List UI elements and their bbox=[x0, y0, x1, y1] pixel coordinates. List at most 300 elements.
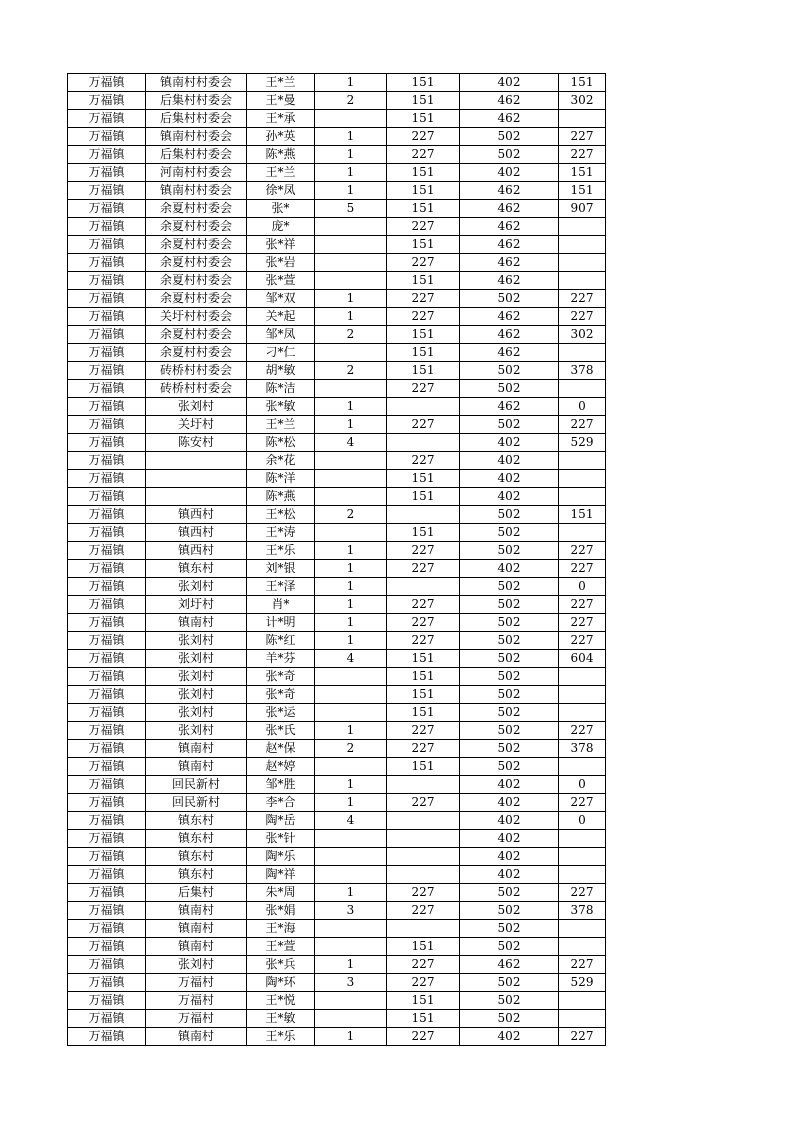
town-cell: 万福镇 bbox=[68, 128, 146, 146]
amount-a-cell bbox=[387, 506, 460, 524]
amount-a-cell: 227 bbox=[387, 452, 460, 470]
table-row bbox=[68, 614, 606, 632]
amount-b-cell: 502 bbox=[460, 686, 559, 704]
table-row bbox=[68, 380, 606, 398]
amount-a-cell: 151 bbox=[387, 758, 460, 776]
table-row bbox=[68, 488, 606, 506]
village-cell: 张刘村 bbox=[146, 668, 247, 686]
amount-a-cell: 227 bbox=[387, 254, 460, 272]
count-cell: 5 bbox=[315, 200, 387, 218]
name-cell: 陶*乐 bbox=[247, 848, 315, 866]
table-row bbox=[68, 812, 606, 830]
amount-a-cell: 227 bbox=[387, 560, 460, 578]
town-cell: 万福镇 bbox=[68, 146, 146, 164]
town-cell: 万福镇 bbox=[68, 758, 146, 776]
total-cell: 302 bbox=[559, 326, 606, 344]
name-cell: 赵*婷 bbox=[247, 758, 315, 776]
total-cell bbox=[559, 758, 606, 776]
table-row bbox=[68, 200, 606, 218]
town-cell: 万福镇 bbox=[68, 722, 146, 740]
name-cell: 邹*双 bbox=[247, 290, 315, 308]
total-cell: 227 bbox=[559, 128, 606, 146]
total-cell: 378 bbox=[559, 902, 606, 920]
village-cell: 张刘村 bbox=[146, 686, 247, 704]
count-cell bbox=[315, 110, 387, 128]
town-cell: 万福镇 bbox=[68, 668, 146, 686]
amount-b-cell: 462 bbox=[460, 200, 559, 218]
count-cell: 2 bbox=[315, 92, 387, 110]
table-row bbox=[68, 668, 606, 686]
name-cell: 刘*银 bbox=[247, 560, 315, 578]
amount-b-cell: 402 bbox=[460, 776, 559, 794]
amount-a-cell: 227 bbox=[387, 128, 460, 146]
amount-a-cell: 227 bbox=[387, 614, 460, 632]
name-cell: 张* bbox=[247, 200, 315, 218]
table-row bbox=[68, 722, 606, 740]
total-cell bbox=[559, 254, 606, 272]
count-cell bbox=[315, 344, 387, 362]
amount-b-cell: 502 bbox=[460, 704, 559, 722]
count-cell bbox=[315, 992, 387, 1010]
count-cell bbox=[315, 758, 387, 776]
table-row bbox=[68, 290, 606, 308]
amount-a-cell: 151 bbox=[387, 488, 460, 506]
name-cell: 王*泽 bbox=[247, 578, 315, 596]
table-row bbox=[68, 1010, 606, 1028]
town-cell: 万福镇 bbox=[68, 92, 146, 110]
village-cell: 镇东村 bbox=[146, 866, 247, 884]
total-cell: 907 bbox=[559, 200, 606, 218]
table-row bbox=[68, 452, 606, 470]
name-cell: 王*兰 bbox=[247, 164, 315, 182]
village-cell: 砖桥村村委会 bbox=[146, 380, 247, 398]
town-cell: 万福镇 bbox=[68, 74, 146, 92]
name-cell: 王*松 bbox=[247, 506, 315, 524]
total-cell bbox=[559, 704, 606, 722]
count-cell: 1 bbox=[315, 794, 387, 812]
amount-a-cell bbox=[387, 578, 460, 596]
amount-a-cell: 151 bbox=[387, 200, 460, 218]
table-row bbox=[68, 164, 606, 182]
amount-a-cell: 227 bbox=[387, 956, 460, 974]
table-row bbox=[68, 884, 606, 902]
town-cell: 万福镇 bbox=[68, 830, 146, 848]
amount-b-cell: 502 bbox=[460, 668, 559, 686]
table-row bbox=[68, 650, 606, 668]
count-cell bbox=[315, 866, 387, 884]
name-cell: 朱*周 bbox=[247, 884, 315, 902]
table-row bbox=[68, 236, 606, 254]
town-cell: 万福镇 bbox=[68, 704, 146, 722]
town-cell: 万福镇 bbox=[68, 956, 146, 974]
amount-a-cell: 227 bbox=[387, 218, 460, 236]
amount-a-cell: 151 bbox=[387, 326, 460, 344]
village-cell: 镇南村 bbox=[146, 1028, 247, 1046]
amount-b-cell: 462 bbox=[460, 326, 559, 344]
amount-b-cell: 502 bbox=[460, 506, 559, 524]
village-cell: 镇南村 bbox=[146, 902, 247, 920]
town-cell: 万福镇 bbox=[68, 398, 146, 416]
total-cell: 227 bbox=[559, 146, 606, 164]
village-cell: 张刘村 bbox=[146, 632, 247, 650]
total-cell bbox=[559, 344, 606, 362]
town-cell: 万福镇 bbox=[68, 794, 146, 812]
amount-a-cell bbox=[387, 398, 460, 416]
count-cell: 1 bbox=[315, 722, 387, 740]
name-cell: 王*乐 bbox=[247, 1028, 315, 1046]
count-cell: 1 bbox=[315, 614, 387, 632]
total-cell: 227 bbox=[559, 614, 606, 632]
amount-b-cell: 502 bbox=[460, 524, 559, 542]
town-cell: 万福镇 bbox=[68, 560, 146, 578]
town-cell: 万福镇 bbox=[68, 902, 146, 920]
town-cell: 万福镇 bbox=[68, 308, 146, 326]
table-row bbox=[68, 506, 606, 524]
table-row bbox=[68, 218, 606, 236]
amount-a-cell: 151 bbox=[387, 992, 460, 1010]
village-cell: 回民新村 bbox=[146, 794, 247, 812]
amount-a-cell: 151 bbox=[387, 524, 460, 542]
village-cell: 镇东村 bbox=[146, 560, 247, 578]
table-body bbox=[68, 74, 606, 1046]
count-cell bbox=[315, 524, 387, 542]
table-row bbox=[68, 938, 606, 956]
name-cell: 邹*凤 bbox=[247, 326, 315, 344]
village-cell: 镇南村 bbox=[146, 740, 247, 758]
data-table bbox=[67, 73, 606, 1046]
table-row bbox=[68, 902, 606, 920]
total-cell: 151 bbox=[559, 506, 606, 524]
table-row bbox=[68, 866, 606, 884]
total-cell: 151 bbox=[559, 74, 606, 92]
amount-b-cell: 462 bbox=[460, 398, 559, 416]
town-cell: 万福镇 bbox=[68, 938, 146, 956]
total-cell bbox=[559, 110, 606, 128]
village-cell: 陈安村 bbox=[146, 434, 247, 452]
count-cell: 1 bbox=[315, 596, 387, 614]
table-row bbox=[68, 560, 606, 578]
amount-b-cell: 502 bbox=[460, 290, 559, 308]
amount-b-cell: 502 bbox=[460, 542, 559, 560]
town-cell: 万福镇 bbox=[68, 236, 146, 254]
total-cell bbox=[559, 830, 606, 848]
total-cell: 0 bbox=[559, 578, 606, 596]
amount-b-cell: 502 bbox=[460, 596, 559, 614]
amount-b-cell: 402 bbox=[460, 488, 559, 506]
name-cell: 张*祥 bbox=[247, 236, 315, 254]
count-cell bbox=[315, 938, 387, 956]
village-cell: 镇南村村委会 bbox=[146, 182, 247, 200]
amount-a-cell: 227 bbox=[387, 794, 460, 812]
total-cell bbox=[559, 1010, 606, 1028]
village-cell: 张刘村 bbox=[146, 956, 247, 974]
count-cell: 1 bbox=[315, 1028, 387, 1046]
table-row bbox=[68, 578, 606, 596]
amount-a-cell: 151 bbox=[387, 236, 460, 254]
town-cell: 万福镇 bbox=[68, 488, 146, 506]
amount-b-cell: 402 bbox=[460, 434, 559, 452]
count-cell: 1 bbox=[315, 416, 387, 434]
table-row bbox=[68, 776, 606, 794]
total-cell: 529 bbox=[559, 974, 606, 992]
town-cell: 万福镇 bbox=[68, 272, 146, 290]
total-cell bbox=[559, 218, 606, 236]
name-cell: 陈*红 bbox=[247, 632, 315, 650]
amount-a-cell: 151 bbox=[387, 74, 460, 92]
name-cell: 张*运 bbox=[247, 704, 315, 722]
total-cell bbox=[559, 272, 606, 290]
village-cell: 镇西村 bbox=[146, 524, 247, 542]
count-cell: 2 bbox=[315, 506, 387, 524]
amount-a-cell: 151 bbox=[387, 110, 460, 128]
village-cell: 张刘村 bbox=[146, 578, 247, 596]
town-cell: 万福镇 bbox=[68, 686, 146, 704]
table-row bbox=[68, 362, 606, 380]
amount-a-cell: 151 bbox=[387, 938, 460, 956]
name-cell: 王*兰 bbox=[247, 416, 315, 434]
name-cell: 王*乐 bbox=[247, 542, 315, 560]
count-cell bbox=[315, 686, 387, 704]
amount-b-cell: 462 bbox=[460, 236, 559, 254]
total-cell: 151 bbox=[559, 182, 606, 200]
total-cell: 227 bbox=[559, 416, 606, 434]
count-cell: 1 bbox=[315, 74, 387, 92]
amount-a-cell: 151 bbox=[387, 164, 460, 182]
table-row bbox=[68, 92, 606, 110]
town-cell: 万福镇 bbox=[68, 992, 146, 1010]
total-cell: 227 bbox=[559, 290, 606, 308]
village-cell: 回民新村 bbox=[146, 776, 247, 794]
town-cell: 万福镇 bbox=[68, 542, 146, 560]
table-row bbox=[68, 740, 606, 758]
name-cell: 计*明 bbox=[247, 614, 315, 632]
name-cell: 张*岩 bbox=[247, 254, 315, 272]
village-cell: 河南村村委会 bbox=[146, 164, 247, 182]
amount-a-cell bbox=[387, 848, 460, 866]
amount-a-cell: 151 bbox=[387, 668, 460, 686]
total-cell: 0 bbox=[559, 398, 606, 416]
amount-b-cell: 402 bbox=[460, 794, 559, 812]
town-cell: 万福镇 bbox=[68, 812, 146, 830]
table-row bbox=[68, 128, 606, 146]
village-cell: 镇南村村委会 bbox=[146, 128, 247, 146]
town-cell: 万福镇 bbox=[68, 596, 146, 614]
village-cell: 刘圩村 bbox=[146, 596, 247, 614]
total-cell bbox=[559, 380, 606, 398]
total-cell bbox=[559, 488, 606, 506]
amount-b-cell: 502 bbox=[460, 578, 559, 596]
town-cell: 万福镇 bbox=[68, 974, 146, 992]
table-row bbox=[68, 848, 606, 866]
table-row bbox=[68, 398, 606, 416]
total-cell bbox=[559, 668, 606, 686]
count-cell: 2 bbox=[315, 740, 387, 758]
table-row bbox=[68, 110, 606, 128]
table-row bbox=[68, 344, 606, 362]
amount-a-cell: 227 bbox=[387, 722, 460, 740]
name-cell: 张*奇 bbox=[247, 668, 315, 686]
total-cell bbox=[559, 470, 606, 488]
table-row bbox=[68, 524, 606, 542]
amount-b-cell: 502 bbox=[460, 920, 559, 938]
total-cell: 227 bbox=[559, 794, 606, 812]
amount-b-cell: 502 bbox=[460, 416, 559, 434]
table-row bbox=[68, 308, 606, 326]
name-cell: 王*海 bbox=[247, 920, 315, 938]
total-cell: 227 bbox=[559, 632, 606, 650]
amount-b-cell: 402 bbox=[460, 812, 559, 830]
amount-b-cell: 502 bbox=[460, 992, 559, 1010]
town-cell: 万福镇 bbox=[68, 848, 146, 866]
amount-a-cell: 227 bbox=[387, 290, 460, 308]
count-cell: 1 bbox=[315, 182, 387, 200]
total-cell: 0 bbox=[559, 812, 606, 830]
table-row bbox=[68, 974, 606, 992]
village-cell: 张刘村 bbox=[146, 704, 247, 722]
village-cell: 镇东村 bbox=[146, 830, 247, 848]
table-row bbox=[68, 830, 606, 848]
name-cell: 张*针 bbox=[247, 830, 315, 848]
amount-b-cell: 502 bbox=[460, 938, 559, 956]
name-cell: 张*奇 bbox=[247, 686, 315, 704]
count-cell: 1 bbox=[315, 398, 387, 416]
amount-a-cell: 151 bbox=[387, 362, 460, 380]
table-row bbox=[68, 596, 606, 614]
town-cell: 万福镇 bbox=[68, 254, 146, 272]
town-cell: 万福镇 bbox=[68, 920, 146, 938]
total-cell: 227 bbox=[559, 542, 606, 560]
total-cell bbox=[559, 866, 606, 884]
town-cell: 万福镇 bbox=[68, 380, 146, 398]
amount-a-cell: 227 bbox=[387, 542, 460, 560]
amount-b-cell: 502 bbox=[460, 128, 559, 146]
name-cell: 陈*洁 bbox=[247, 380, 315, 398]
amount-b-cell: 402 bbox=[460, 560, 559, 578]
name-cell: 关*起 bbox=[247, 308, 315, 326]
amount-b-cell: 462 bbox=[460, 308, 559, 326]
amount-a-cell: 151 bbox=[387, 182, 460, 200]
village-cell: 万福村 bbox=[146, 974, 247, 992]
village-cell: 后集村村委会 bbox=[146, 146, 247, 164]
town-cell: 万福镇 bbox=[68, 182, 146, 200]
count-cell: 1 bbox=[315, 164, 387, 182]
town-cell: 万福镇 bbox=[68, 866, 146, 884]
count-cell: 1 bbox=[315, 956, 387, 974]
count-cell: 2 bbox=[315, 362, 387, 380]
total-cell: 378 bbox=[559, 362, 606, 380]
town-cell: 万福镇 bbox=[68, 1028, 146, 1046]
name-cell: 余*花 bbox=[247, 452, 315, 470]
town-cell: 万福镇 bbox=[68, 362, 146, 380]
amount-b-cell: 502 bbox=[460, 1010, 559, 1028]
name-cell: 张*兵 bbox=[247, 956, 315, 974]
amount-a-cell: 227 bbox=[387, 1028, 460, 1046]
name-cell: 陶*岳 bbox=[247, 812, 315, 830]
amount-a-cell bbox=[387, 776, 460, 794]
name-cell: 张*萱 bbox=[247, 272, 315, 290]
total-cell: 302 bbox=[559, 92, 606, 110]
village-cell: 镇南村 bbox=[146, 614, 247, 632]
town-cell: 万福镇 bbox=[68, 110, 146, 128]
village-cell: 余夏村村委会 bbox=[146, 272, 247, 290]
town-cell: 万福镇 bbox=[68, 416, 146, 434]
total-cell: 227 bbox=[559, 956, 606, 974]
name-cell: 陈*松 bbox=[247, 434, 315, 452]
amount-b-cell: 462 bbox=[460, 110, 559, 128]
amount-a-cell bbox=[387, 812, 460, 830]
total-cell: 529 bbox=[559, 434, 606, 452]
amount-a-cell: 227 bbox=[387, 632, 460, 650]
count-cell bbox=[315, 452, 387, 470]
name-cell: 张*氏 bbox=[247, 722, 315, 740]
count-cell: 1 bbox=[315, 560, 387, 578]
amount-b-cell: 502 bbox=[460, 614, 559, 632]
table-row bbox=[68, 434, 606, 452]
count-cell bbox=[315, 668, 387, 686]
count-cell: 1 bbox=[315, 542, 387, 560]
table-row bbox=[68, 920, 606, 938]
name-cell: 陈*洋 bbox=[247, 470, 315, 488]
name-cell: 陈*燕 bbox=[247, 146, 315, 164]
table-row bbox=[68, 704, 606, 722]
amount-b-cell: 402 bbox=[460, 164, 559, 182]
amount-b-cell: 502 bbox=[460, 362, 559, 380]
total-cell: 227 bbox=[559, 560, 606, 578]
amount-b-cell: 402 bbox=[460, 452, 559, 470]
amount-a-cell: 227 bbox=[387, 974, 460, 992]
amount-b-cell: 462 bbox=[460, 254, 559, 272]
name-cell: 王*曼 bbox=[247, 92, 315, 110]
village-cell: 后集村村委会 bbox=[146, 92, 247, 110]
amount-b-cell: 502 bbox=[460, 740, 559, 758]
amount-b-cell: 402 bbox=[460, 866, 559, 884]
name-cell: 陶*环 bbox=[247, 974, 315, 992]
amount-a-cell: 227 bbox=[387, 416, 460, 434]
amount-b-cell: 502 bbox=[460, 380, 559, 398]
count-cell bbox=[315, 272, 387, 290]
name-cell: 孙*英 bbox=[247, 128, 315, 146]
total-cell: 227 bbox=[559, 596, 606, 614]
village-cell: 镇南村 bbox=[146, 938, 247, 956]
count-cell: 1 bbox=[315, 128, 387, 146]
town-cell: 万福镇 bbox=[68, 218, 146, 236]
town-cell: 万福镇 bbox=[68, 740, 146, 758]
amount-b-cell: 462 bbox=[460, 344, 559, 362]
count-cell: 1 bbox=[315, 884, 387, 902]
table-row bbox=[68, 992, 606, 1010]
amount-b-cell: 502 bbox=[460, 650, 559, 668]
table-row bbox=[68, 1028, 606, 1046]
total-cell: 227 bbox=[559, 308, 606, 326]
amount-b-cell: 502 bbox=[460, 632, 559, 650]
total-cell: 0 bbox=[559, 776, 606, 794]
amount-b-cell: 502 bbox=[460, 902, 559, 920]
count-cell: 4 bbox=[315, 434, 387, 452]
total-cell: 151 bbox=[559, 164, 606, 182]
total-cell bbox=[559, 452, 606, 470]
name-cell: 邹*胜 bbox=[247, 776, 315, 794]
amount-a-cell: 151 bbox=[387, 1010, 460, 1028]
village-cell bbox=[146, 488, 247, 506]
amount-a-cell bbox=[387, 830, 460, 848]
count-cell bbox=[315, 704, 387, 722]
amount-a-cell: 227 bbox=[387, 146, 460, 164]
town-cell: 万福镇 bbox=[68, 578, 146, 596]
total-cell bbox=[559, 920, 606, 938]
table-row bbox=[68, 542, 606, 560]
name-cell: 刁*仁 bbox=[247, 344, 315, 362]
village-cell: 余夏村村委会 bbox=[146, 254, 247, 272]
